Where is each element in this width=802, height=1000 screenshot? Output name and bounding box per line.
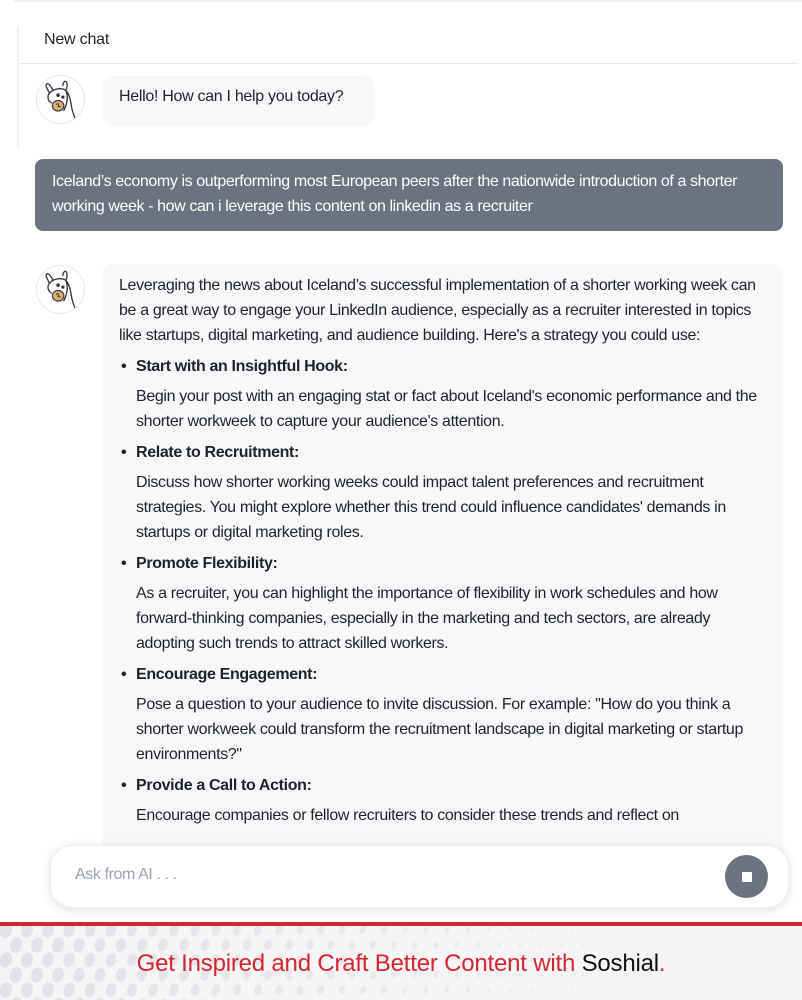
pattern-dot (210, 983, 221, 996)
footer-tagline (0, 950, 802, 978)
pattern-dot (147, 926, 160, 938)
pattern-dot (0, 926, 14, 939)
pattern-dot (571, 928, 574, 933)
pattern-dot (359, 926, 367, 935)
pattern-dot (465, 986, 471, 993)
pattern-dot (475, 941, 481, 948)
list-item-title: Relate to Recruitment: (136, 444, 299, 461)
pattern-dot (83, 982, 97, 999)
stop-generation-button[interactable] (725, 855, 768, 898)
list-item (119, 662, 766, 767)
pattern-dot (317, 926, 326, 935)
pattern-dot (19, 981, 34, 999)
pattern-dot (380, 985, 388, 994)
pattern-dot (168, 926, 180, 937)
chat-header (19, 26, 798, 64)
list-item (119, 551, 766, 656)
pattern-dot (390, 940, 398, 949)
pattern-dot (550, 927, 554, 932)
pattern-dot (444, 926, 450, 934)
pattern-dot (433, 941, 440, 949)
pattern-dot (338, 926, 346, 935)
assistant-response (102, 264, 783, 864)
ask-ai-input[interactable] (75, 866, 675, 884)
pattern-dot (189, 926, 201, 937)
pattern-dot (189, 983, 201, 997)
chat-title: New chat (44, 31, 110, 48)
pattern-dot (104, 926, 117, 938)
pattern-dot (210, 926, 221, 937)
promo-footer (0, 922, 802, 1000)
chat-input-bar (50, 845, 789, 908)
pattern-dot (72, 996, 86, 1000)
pattern-dot (539, 942, 543, 948)
pattern-dot (518, 942, 523, 948)
pattern-dot (508, 927, 513, 933)
pattern-dot (423, 926, 430, 934)
pattern-dot (253, 984, 263, 996)
pattern-dot (338, 985, 346, 995)
assistant-avatar (36, 265, 85, 314)
bullet-icon: • (121, 555, 127, 572)
pattern-dot (529, 987, 533, 993)
pattern-dot (423, 986, 430, 994)
pattern-dot (147, 982, 160, 997)
pattern-dot (465, 926, 471, 933)
pattern-dot (369, 940, 377, 950)
llama-mascot-icon (37, 76, 84, 123)
list-item-body: Discuss how shorter working weeks could impact talent preferences and recruitment strategies. You might explore whether this trend could influence candidates' demands in startups or digital marketing roles. (136, 474, 726, 541)
list-item (119, 440, 766, 545)
pattern-dot (62, 926, 76, 939)
list-item-title: Encourage Engagement: (136, 666, 318, 683)
pattern-dot (305, 939, 314, 950)
pattern-dot (571, 988, 574, 993)
list-item-title: Provide a Call to Action: (136, 777, 312, 794)
pattern-dot (19, 926, 34, 939)
pattern-dot (274, 926, 284, 936)
pattern-dot (295, 984, 304, 995)
pattern-dot (51, 996, 66, 1000)
brand-name: Soshial (581, 950, 659, 977)
pattern-dot (359, 985, 367, 995)
pattern-dot (411, 941, 418, 950)
pattern-dot (104, 982, 117, 998)
bullet-icon: • (121, 666, 127, 683)
list-item-body: Pose a question to your audience to invite discussion. For example: "How do you think a shorter workweek could transform the recruitment landscape in digital marketing or startup environments?" (136, 696, 744, 763)
bullet-icon: • (121, 358, 127, 375)
pattern-dot (41, 981, 56, 999)
pattern-dot (232, 926, 243, 936)
pattern-dot (401, 986, 408, 995)
pattern-dot (327, 940, 336, 951)
pattern-dot (168, 983, 180, 998)
pattern-dot (508, 987, 513, 993)
pattern-dot (8, 996, 24, 1000)
pattern-dot (444, 986, 450, 994)
list-item-body: Begin your post with an engaging stat or fact about Iceland's economic performance and the shorter workweek to capture your audience's attention. (136, 388, 757, 430)
assistant-avatar (36, 75, 85, 124)
pattern-dot (274, 984, 284, 996)
list-item-body: As a recruiter, you can highlight the importance of flexibility in work schedules and how forward-thinking companies, especially in the marketing and tech sectors, are already adopting such trends to attract skilled workers. (136, 585, 718, 652)
user-message: Iceland’s economy is outperforming most European peers after the nationwide introduction of a shorter working week - how can i leverage this content on linkedin as a recruiter (35, 159, 783, 231)
response-intro: Leveraging the news about Iceland’s successful implementation of a shorter working week can be a great way to engage your LinkedIn audience, especially as a recruiter interested in topics like startups, digital marketing, and audience building. Here's a strategy you could use: (119, 277, 756, 344)
pattern-dot (486, 987, 491, 994)
pattern-dot (401, 926, 408, 934)
pattern-dot (317, 985, 326, 996)
stop-square-icon (742, 872, 752, 882)
greeting-message: Hello! How can I help you today? (102, 76, 374, 126)
bullet-icon: • (121, 444, 127, 461)
list-item-title: Promote Flexibility: (136, 555, 278, 572)
bullet-icon: • (121, 777, 127, 794)
pattern-dot (62, 981, 76, 998)
pattern-dot (29, 996, 44, 1000)
pattern-dot (496, 942, 501, 949)
pattern-dot (348, 940, 356, 950)
pattern-dot (126, 982, 139, 998)
pattern-dot (41, 926, 56, 939)
pattern-dot (0, 981, 14, 1000)
llama-mascot-icon (37, 266, 84, 313)
pattern-dot (550, 987, 554, 992)
pattern-dot (295, 926, 304, 936)
pattern-dot (253, 926, 263, 936)
pattern-dot (232, 984, 243, 997)
pattern-dot (126, 926, 139, 938)
pattern-dot (454, 941, 460, 949)
list-item (119, 354, 766, 434)
pattern-dot (83, 926, 97, 938)
tagline-text: Get Inspired and Craft Better Content with (136, 950, 582, 977)
list-item-title: Start with an Insightful Hook: (136, 358, 348, 375)
pattern-dot (560, 942, 564, 947)
pattern-dot (529, 927, 533, 933)
list-item-body: Encourage companies or fellow recruiters to consider these trends and reflect on (136, 807, 679, 824)
strategy-list (119, 354, 766, 828)
list-item (119, 773, 766, 828)
pattern-dot (380, 926, 388, 935)
pattern-dot (581, 943, 584, 948)
pattern-dot (486, 927, 491, 934)
top-divider (14, 0, 802, 2)
brand-dot: . (658, 950, 666, 977)
